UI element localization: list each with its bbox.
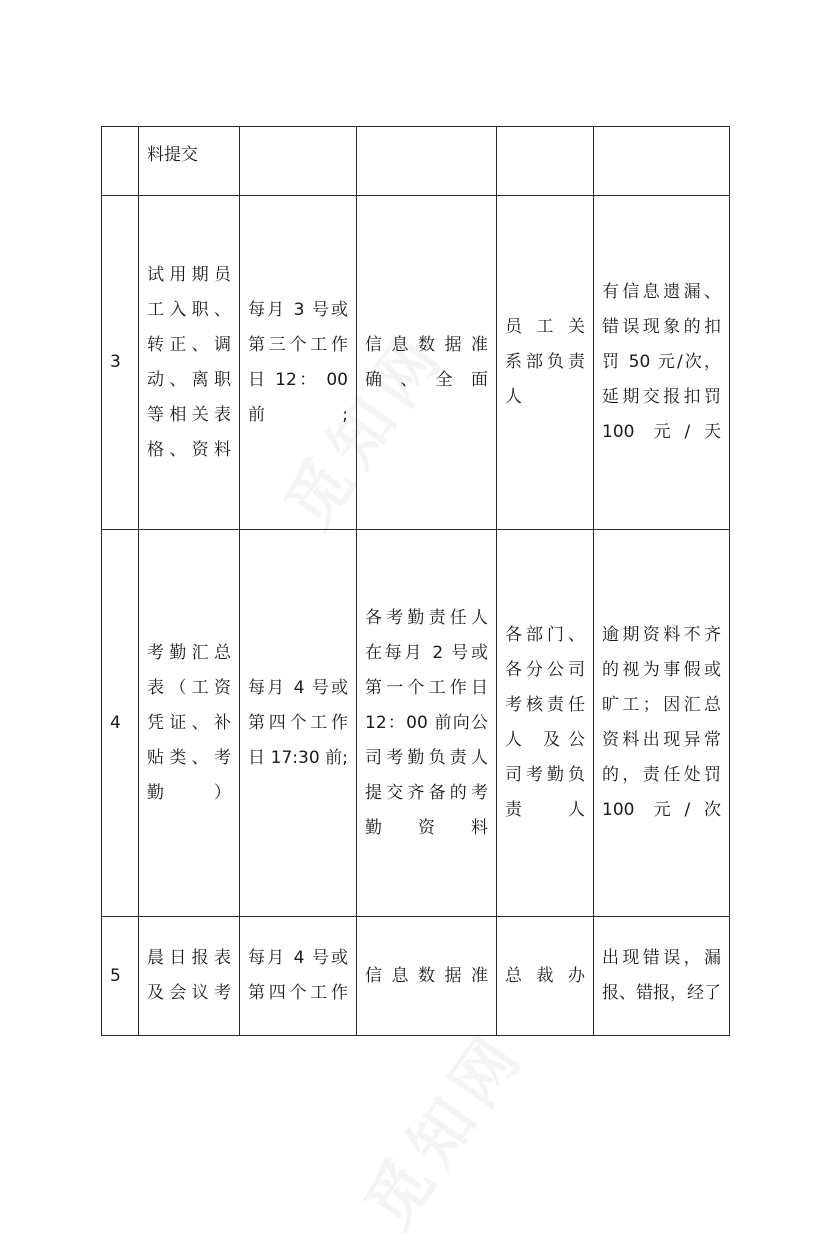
cell-text-line: 各分公司 (505, 660, 585, 680)
cell-text-line: 贴类、考 (147, 747, 231, 768)
cell-text-line: 每月 4 号或 (248, 948, 348, 968)
cell-text-line: 罚 50 元/次， (602, 352, 721, 372)
cell-deadline (240, 127, 357, 196)
cell-text-line: 等相关表 (147, 404, 231, 425)
cell-deadline (240, 917, 357, 1036)
row-number: 3 (110, 352, 121, 372)
cell-text-line: 料提交 (147, 144, 198, 165)
cell-text-line: 系部负责 (505, 352, 585, 372)
cell-text-line: 前; (248, 404, 348, 425)
cell-text-line: 的视为事假或 (602, 660, 721, 680)
cell-text-line: 总裁办 (505, 965, 585, 986)
cell-text-line: 出现错误，漏 (602, 948, 721, 968)
cell-text-line: 各考勤责任人 (365, 607, 488, 628)
cell-text-line: 100 元/天 (602, 422, 721, 442)
cell-text-line: 在每月 2 号或 (365, 642, 488, 663)
cell-number (102, 196, 139, 530)
cell-requirement (357, 530, 497, 917)
cell-text-line: 有信息遗漏、 (602, 282, 721, 302)
cell-text-line: 员工关 (505, 317, 585, 337)
cell-item (139, 196, 240, 530)
cell-owner (497, 917, 594, 1036)
cell-owner (497, 196, 594, 530)
cell-text-line: 试用期员 (147, 264, 231, 285)
attendance-report-table (101, 126, 730, 1036)
cell-text-line: 格、资料 (147, 439, 231, 460)
cell-text-line: 确、全面 (365, 369, 488, 390)
cell-text-line: 第四个工作 (248, 983, 348, 1003)
cell-requirement (357, 196, 497, 530)
cell-text-line: 人 (505, 387, 522, 407)
cell-text-line: 勤） (147, 782, 231, 803)
cell-text-line: 日 17:30 前; (248, 747, 348, 768)
row-number: 4 (110, 712, 121, 733)
cell-penalty (594, 917, 730, 1036)
cell-text-line: 错误现象的扣 (602, 317, 721, 337)
cell-text-line: 信息数据准 (365, 334, 488, 355)
cell-text-line: 资料出现异常 (602, 730, 721, 750)
cell-text-line: 第三个工作 (248, 334, 348, 355)
cell-item (139, 917, 240, 1036)
cell-requirement (357, 127, 497, 196)
cell-owner (497, 530, 594, 917)
table-row (102, 196, 730, 530)
cell-text-line: 考勤汇总 (147, 642, 231, 663)
watermark (340, 1009, 543, 1243)
cell-text-line: 凭证、补 (147, 712, 231, 733)
cell-text-line: 转正、调 (147, 334, 231, 355)
cell-text-line: 人 及公 (505, 730, 585, 750)
cell-number (102, 127, 139, 196)
table-body (102, 127, 730, 1036)
cell-text-line: 晨日报表 (147, 948, 231, 968)
cell-requirement (357, 917, 497, 1036)
cell-text-line: 司考勤负 (505, 765, 585, 785)
table-row (102, 530, 730, 917)
cell-text-line: 第一个工作日 (365, 677, 488, 698)
cell-number (102, 917, 139, 1036)
table-row (102, 127, 730, 196)
cell-text-line: 工入职、 (147, 299, 231, 320)
cell-text-line: 考核责任 (505, 695, 585, 715)
cell-text-line: 信息数据准 (365, 965, 488, 986)
cell-number (102, 530, 139, 917)
cell-item (139, 530, 240, 917)
cell-item (139, 127, 240, 196)
cell-text-line: 勤资料 (365, 817, 488, 838)
cell-text-line: 第四个工作 (248, 712, 348, 733)
cell-text-line: 100 元/次 (602, 800, 721, 820)
cell-text-line: 旷工；因汇总 (602, 695, 721, 715)
cell-text-line: 及会议考 (147, 983, 231, 1003)
cell-penalty (594, 530, 730, 917)
cell-text-line: 司考勤负责人 (365, 747, 488, 768)
cell-text-line: 逾期资料不齐 (602, 625, 721, 645)
cell-text-line: 各部门、 (505, 625, 585, 645)
cell-penalty (594, 127, 730, 196)
cell-text-line: 的，责任处罚 (602, 765, 721, 785)
row-number: 5 (110, 965, 121, 986)
cell-penalty (594, 196, 730, 530)
cell-deadline (240, 530, 357, 917)
cell-text-line: 动、离职 (147, 369, 231, 390)
cell-text-line: 12：00 前向公 (365, 712, 488, 733)
cell-text-line: 延期交报扣罚 (602, 387, 721, 407)
cell-text-line: 提交齐备的考 (365, 782, 488, 803)
cell-text-line: 表（工资 (147, 677, 231, 698)
cell-text-line: 日 12： 00 (248, 369, 348, 390)
cell-text-line: 每月 4 号或 (248, 677, 348, 698)
table-row (102, 917, 730, 1036)
cell-text-line: 报、错报，经了 (602, 983, 721, 1003)
cell-owner (497, 127, 594, 196)
cell-text-line: 责人 (505, 800, 585, 820)
cell-deadline (240, 196, 357, 530)
cell-text-line: 每月 3 号或 (248, 299, 348, 320)
